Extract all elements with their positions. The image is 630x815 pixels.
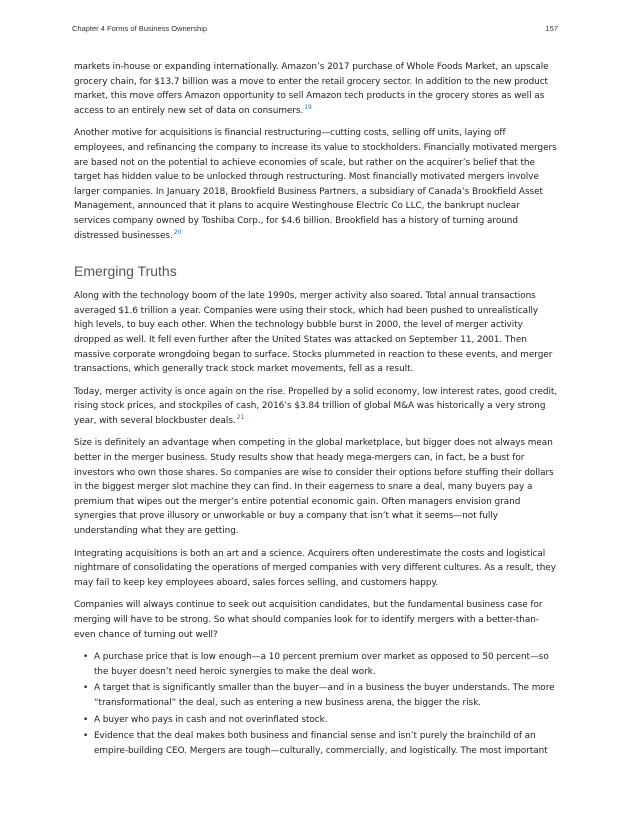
page-body: [74, 60, 558, 760]
list-item: • A purchase price that is low enough—a 10 percent premium over market as opposed to 50 percent—so the buyer doesn’t need heroic synergies to make the deal work.: [83, 652, 549, 677]
bullet-glyph: •: [83, 683, 89, 694]
merger-criteria-list: [74, 650, 558, 758]
footnote-ref-21[interactable]: 21: [236, 413, 245, 421]
paragraph-financial-restructuring: Another motive for acquisitions is financial restructuring—cutting costs, selling off units, laying off employees, and refinancing the company to increase its value to stockholders. Financially motivated mergers are based not on the potential to achieve economies of scale, but rather on the acquirer’s belief that the target has hidden value to be unlocked through restructuring. Most financially motivated mergers involve larger companies. In January 2018, Brookfield Business Partners, a subsidiary of Canada’s Brookfield Asset Management, announced that it plans to acquire Westinghouse Electric Co LLC, the bankrupt nuclear services company owned by Toshiba Corp., for $4.6 billion. Brookfield has a history of turning around distressed businesses.$^{20}$: [74, 128, 557, 241]
paragraph-amazon: markets in-house or expanding internationally. Amazon’s 2017 purchase of Whole Foods Market, an upscale grocery chain, for $13.7 billion was a move to enter the retail grocery sector. In addition to the new product market, this move offers Amazon opportunity to sell Amazon tech products in the grocery stores as well as access to an entirely new set of data on consumers.$^{19}$: [74, 62, 549, 116]
paragraph-technology-boom: Along with the technology boom of the late 1990s, merger activity also soared. Total annual transactions averaged $1.6 trillion a year. Companies were using their stock, which had been pushed to unrealistically high levels, to buy each other. When the technology bubble burst in 2000, the level of merger activity dropped as well. It fell even further after the United States was attacked on September 11, 2001. Then massive corporate wrongdoing began to surface. Stocks plummeted in reaction to these events, and merger transactions, which generally track stock market movements, fell as a result.: [74, 291, 553, 375]
paragraph-size-advantage: Size is definitely an advantage when competing in the global marketplace, but bigger does not always mean better in the merger business. Study results show that heady mega-mergers can, in fact, be a bust for investors who own those shares. So companies are wise to consider their options before stuffing their dollars in the biggest merger slot machine they can find. In their eagerness to snare a deal, many buyers pay a premium that wipes out the merger’s entire potential economic gain. Often managers envision grand synergies that prove illusory or unworkable or buy a company that isn’t what it seems—not fully understanding what they are getting.: [74, 438, 554, 537]
bullet-glyph: •: [83, 714, 89, 725]
paragraph-merger-rise: Today, merger activity is once again on the rise. Propelled by a solid economy, low interest rates, good credit, rising stock prices, and stockpiles of cash, 2016’s $3.84 trillion of global M&A was historically a very strong year, with several blockbuster deals.$^{21}$: [74, 386, 558, 426]
list-item: • A target that is significantly smaller than the buyer—and in a business the buyer understands. The more “transformational” the deal, such as entering a new business arena, the bigger the risk.: [83, 683, 555, 708]
list-item: • Evidence that the deal makes both business and financial sense and isn’t purely the brainchild of an empire-building CEO. Mergers are tough—culturally, commercially, and logistically. The most important: [83, 731, 548, 756]
bullet-glyph: •: [83, 652, 89, 663]
paragraph-integrating-acquisitions: Integrating acquisitions is both an art and a science. Acquirers often underestimate the costs and logistical nightmare of consolidating the operations of merged companies with very different cultures. As a result, they may fail to keep key employees aboard, sales forces selling, and customers happy.: [74, 548, 556, 588]
list-item: • A buyer who pays in cash and not overinflated stock.: [74, 713, 558, 728]
bullet-glyph: •: [83, 731, 89, 742]
footnote-ref-19[interactable]: 19: [304, 103, 312, 111]
paragraph-acquisition-candidates: Companies will always continue to seek out acquisition candidates, but the fundamental business case for merging will have to be strong. So what should companies look for to identify mergers with a better-than-even chance of turning out well?: [74, 600, 543, 640]
chapter-title: Chapter 4 Forms of Business Ownership: [72, 24, 208, 33]
running-header: [72, 24, 558, 33]
section-heading: Emerging Truths: [74, 263, 177, 280]
page-number: 157: [545, 24, 558, 33]
footnote-ref-20[interactable]: 20: [173, 228, 182, 236]
